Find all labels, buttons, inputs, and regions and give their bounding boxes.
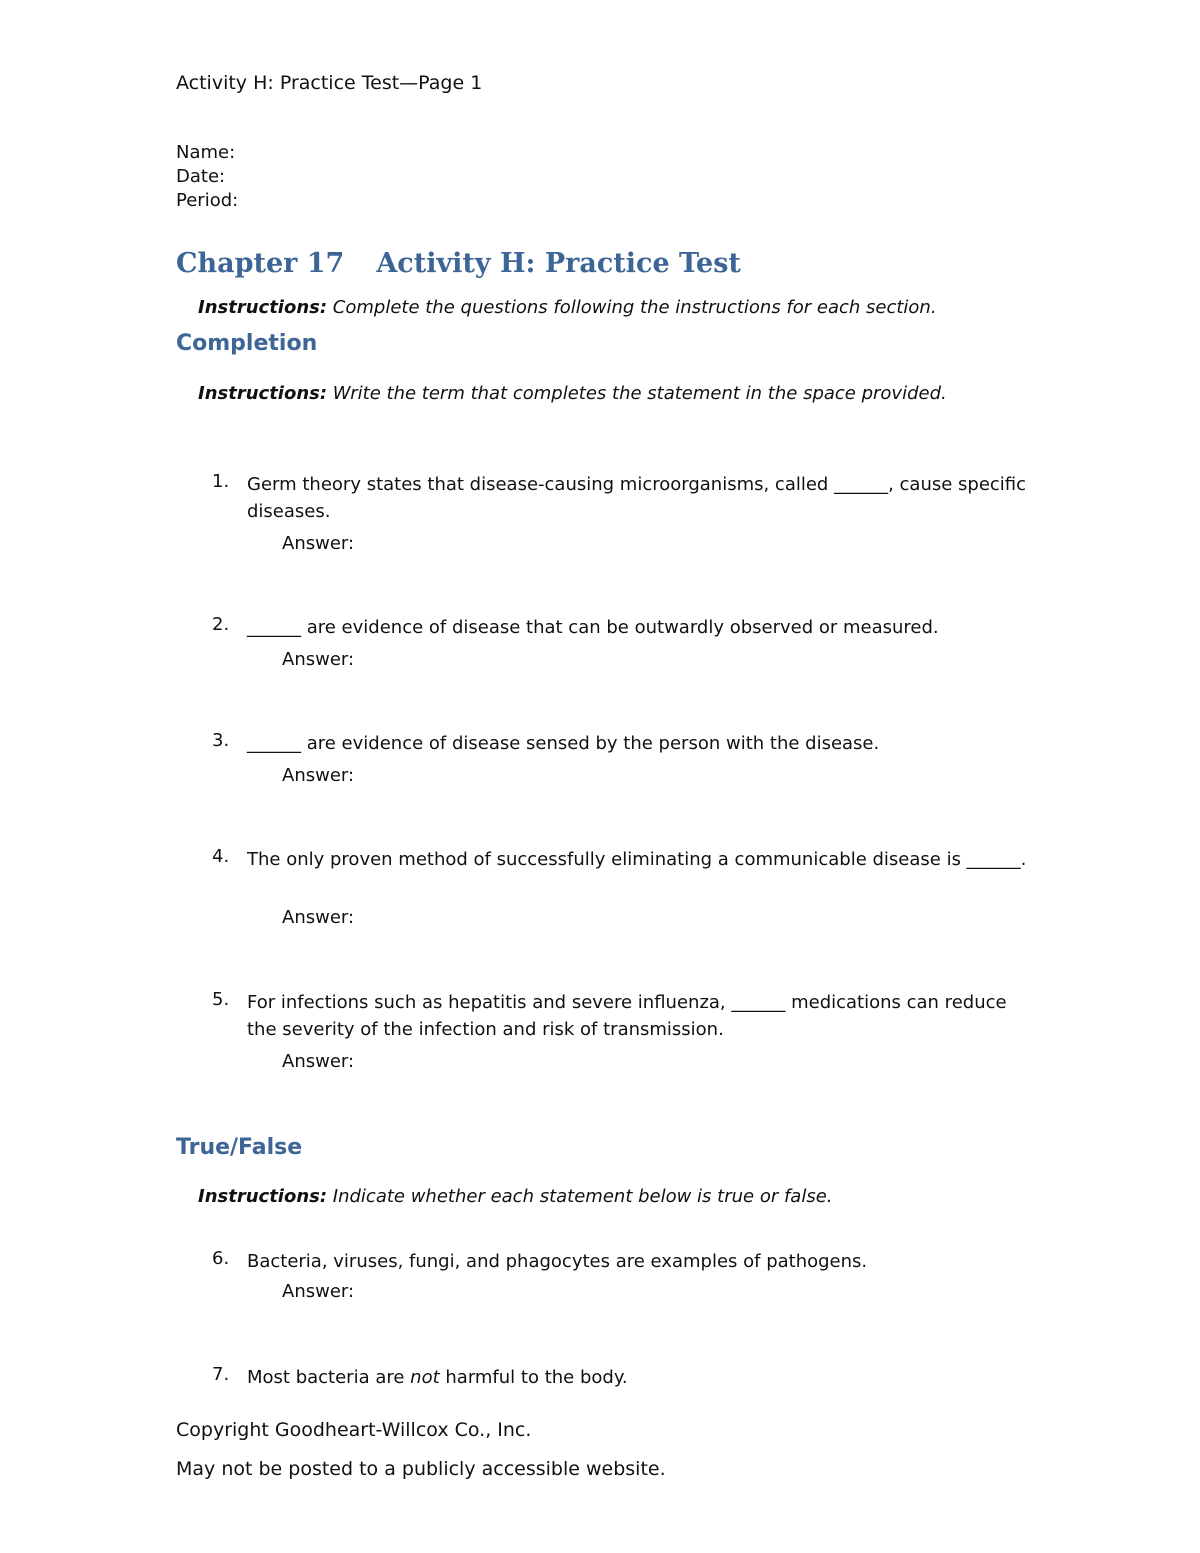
instructions-label: Instructions: xyxy=(198,383,328,404)
answer-label: Answer: xyxy=(282,907,355,928)
instructions-text: Complete the questions following the instructions for each section. xyxy=(327,297,937,318)
question-text: ______ are evidence of disease that can be outwardly observed or measured. xyxy=(247,617,939,638)
question-text-part: harmful to the body. xyxy=(439,1367,628,1388)
question-text: For infections such as hepatitis and severe influenza, ______ medications can reduce the severity of the infection and risk of transmission. xyxy=(247,992,1007,1040)
copyright-notice: Copyright Goodheart-Willcox Co., Inc. xyxy=(176,1419,532,1441)
general-instructions xyxy=(198,294,1098,321)
answer-label: Answer: xyxy=(282,1281,355,1302)
name-field-label: Name: xyxy=(176,142,236,163)
question-text xyxy=(247,1364,1037,1391)
question-number: 5. xyxy=(212,989,230,1010)
completion-heading: Completion xyxy=(176,331,318,356)
question-text: Bacteria, viruses, fungi, and phagocytes are examples of pathogens. xyxy=(247,1251,868,1272)
instructions-label: Instructions: xyxy=(198,297,328,318)
question-number: 1. xyxy=(212,471,230,492)
question-text: ______ are evidence of disease sensed by the person with the disease. xyxy=(247,733,880,754)
activity-title: Activity H: Practice Test xyxy=(376,248,741,279)
true-false-heading: True/False xyxy=(176,1135,303,1160)
question-number: 4. xyxy=(212,846,230,867)
instructions-label: Instructions: xyxy=(198,1186,328,1207)
answer-label: Answer: xyxy=(282,765,355,786)
question-text: Germ theory states that disease-causing microorganisms, called ______, cause specific diseases. xyxy=(247,474,1027,522)
answer-label: Answer: xyxy=(282,1051,355,1072)
question-number: 3. xyxy=(212,730,230,751)
page-title xyxy=(176,248,741,279)
question-text-part: Most bacteria are xyxy=(247,1367,411,1388)
question-number: 2. xyxy=(212,614,230,635)
completion-instructions xyxy=(198,380,958,407)
instructions-text: Write the term that completes the statement in the space provided. xyxy=(327,383,947,404)
question-text: The only proven method of successfully eliminating a communicable disease is ______. xyxy=(247,849,1027,870)
chapter-label: Chapter 17 xyxy=(176,248,345,279)
period-field-label: Period: xyxy=(176,190,239,211)
date-field-label: Date: xyxy=(176,166,226,187)
question-number: 6. xyxy=(212,1248,230,1269)
answer-label: Answer: xyxy=(282,533,355,554)
instructions-text: Indicate whether each statement below is true or false. xyxy=(327,1186,833,1207)
question-emphasis: not xyxy=(410,1367,440,1388)
true-false-instructions xyxy=(198,1183,958,1210)
answer-label: Answer: xyxy=(282,649,355,670)
question-number: 7. xyxy=(212,1364,230,1385)
page-header: Activity H: Practice Test—Page 1 xyxy=(176,72,483,94)
posting-notice: May not be posted to a publicly accessible website. xyxy=(176,1458,666,1480)
